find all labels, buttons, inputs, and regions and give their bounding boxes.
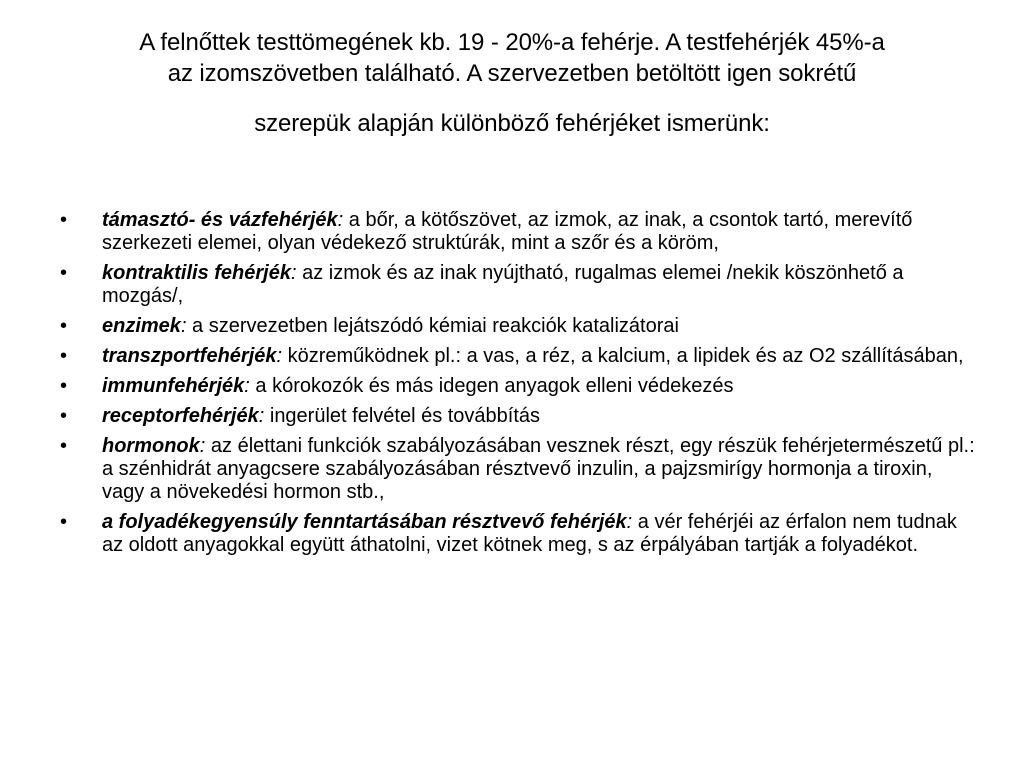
item-text: a bőr, a kötőszövet, az izmok, az inak, a csontok tartó, merevítő szerkezeti elemei, olyan védekező struktúrák, mint a szőr és a köröm, <box>102 209 913 254</box>
title-spacer <box>40 89 984 108</box>
bullet-icon: • <box>60 345 68 367</box>
bullet-icon: • <box>60 315 68 337</box>
item-separator: : <box>180 315 187 337</box>
bullet-icon: • <box>60 209 68 231</box>
item-text: az izmok és az inak nyújtható, rugalmas elemei /nekik köszönhető a mozgás/, <box>102 262 904 307</box>
bullet-icon: • <box>60 405 68 427</box>
title-line-1: A felnőttek testtömegének kb. 19 - 20%-a fehérje. A testfehérjék 45%-a <box>139 29 885 56</box>
item-term: hormonok <box>102 435 200 457</box>
item-separator: : <box>244 375 250 397</box>
item-separator: : <box>199 435 206 457</box>
item-separator: : <box>258 405 265 427</box>
list-item-structural-proteins <box>60 209 975 255</box>
item-term: enzimek <box>102 315 181 337</box>
item-text: a vér fehérjéi az érfalon nem tudnak az oldott anyagokkal együtt áthatolni, vizet kötnek meg, s az érpályában tartják a folyadékot. <box>102 511 957 556</box>
bullet-icon: • <box>60 435 68 457</box>
item-separator: : <box>626 511 633 533</box>
item-text: a kórokozók és más idegen anyagok elleni védekezés <box>249 375 734 397</box>
list-item-transport-proteins <box>60 345 975 368</box>
item-separator: : <box>337 209 344 231</box>
item-term: immunfehérjék <box>102 375 245 397</box>
item-text: a szervezetben lejátszódó kémiai reakciók katalizátorai <box>186 315 679 337</box>
title-line-2: az izomszövetben található. A szervezetben betöltött igen sokrétű <box>167 60 857 87</box>
protein-list <box>60 209 975 564</box>
item-term: a folyadékegyensúly fenntartásában résztvevő fehérjék <box>102 511 627 533</box>
item-separator: : <box>290 262 297 284</box>
item-separator: : <box>276 345 283 367</box>
list-item-fluid-balance-proteins <box>60 511 975 557</box>
list-item-contractile-proteins <box>60 262 975 308</box>
item-text: az élettani funkciók szabályozásában vesznek részt, egy részük fehérjetermészetű pl.: a szénhidrát anyagcsere szabályozásában résztvevő inzulin, a pajzsmirígy hormonja a tiroxin, vagy a növekedési hormon stb., <box>102 435 975 503</box>
item-text: ingerület felvétel és továbbítás <box>264 405 541 427</box>
list-item-hormones <box>60 435 975 504</box>
item-term: receptorfehérjék <box>102 405 259 427</box>
item-term: transzportfehérjék <box>102 345 277 367</box>
item-term: támasztó- és vázfehérjék <box>102 209 338 231</box>
list-item-receptor-proteins <box>60 405 975 428</box>
title-line-3: szerepük alapján különböző fehérjéket ismerünk: <box>254 110 770 137</box>
item-term: kontraktilis fehérjék <box>102 262 291 284</box>
list-item-immune-proteins <box>60 375 975 398</box>
bullet-icon: • <box>60 262 68 284</box>
bullet-icon: • <box>60 375 68 397</box>
list-item-enzymes <box>60 315 975 338</box>
slide-title <box>40 27 984 139</box>
item-text: közreműködnek pl.: a vas, a réz, a kalcium, a lipidek és az O2 szállításában, <box>282 345 964 367</box>
bullet-icon: • <box>60 511 68 533</box>
